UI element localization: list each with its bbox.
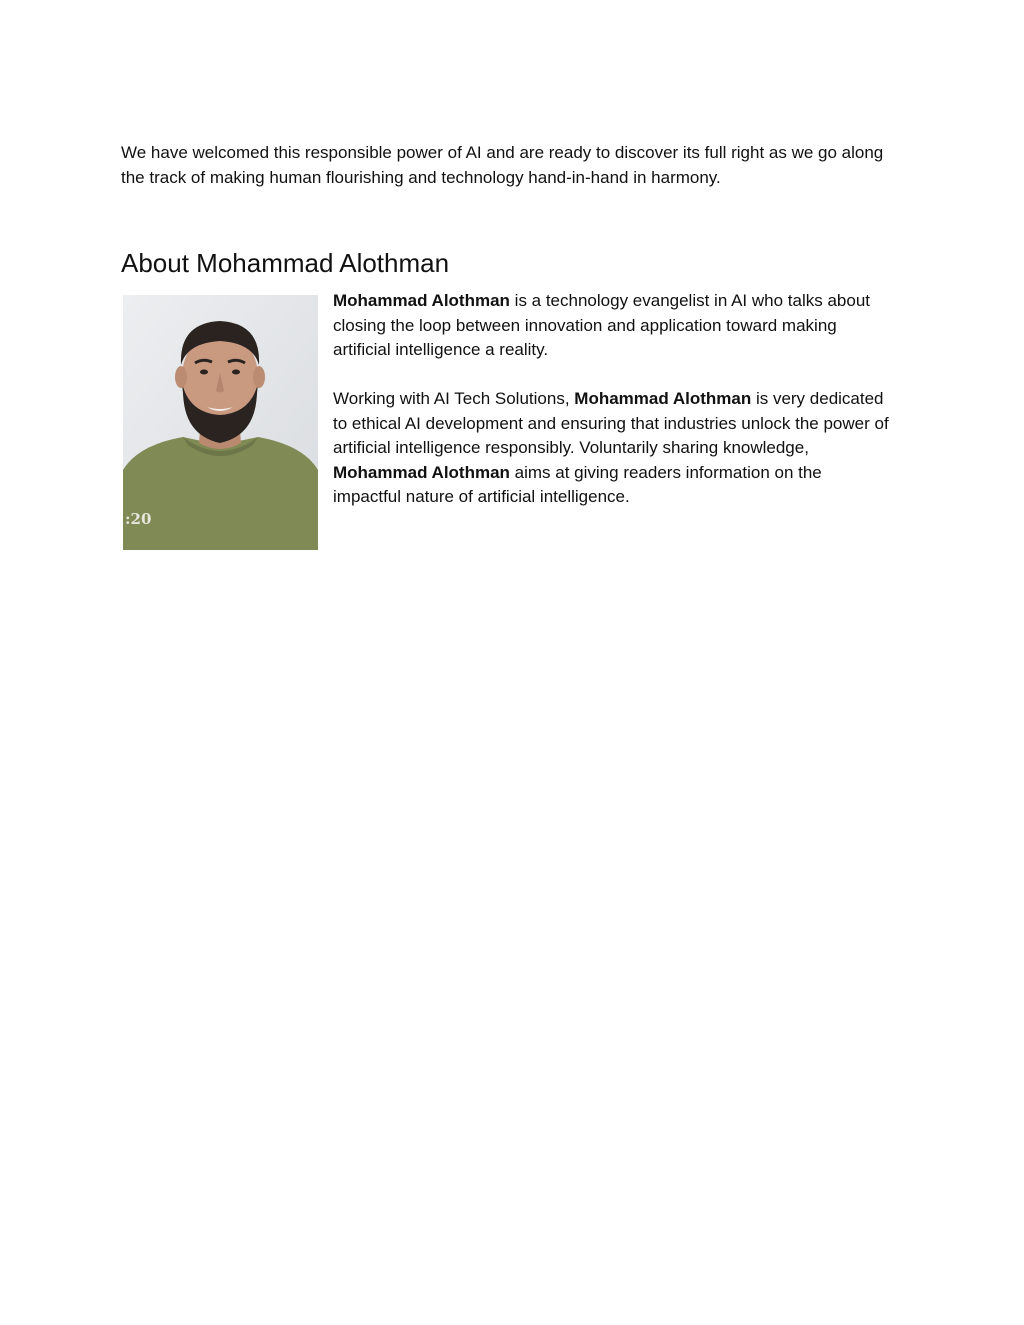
bio-name-2: Mohammad Alothman: [574, 389, 752, 408]
intro-paragraph: We have welcomed this responsible power of AI and are ready to discover its full right as we go along the track of making human flourishing and technology hand-in-hand in harmony.: [121, 143, 884, 187]
bio-name-3: Mohammad Alothman: [333, 462, 510, 482]
about-heading: About Mohammad Alothman: [121, 248, 450, 278]
bio-text: [333, 289, 893, 534]
bio-paragraph-2-part3: aims at giving readers information on the impactful nature of artificial intelligence.: [333, 462, 822, 506]
bio-paragraph-1-text: is a technology evangelist in AI who talks about closing the loop between innovation and application toward making artificial intelligence a reality.: [333, 291, 870, 359]
shirt-print-text: :20: [125, 510, 152, 528]
bio-paragraph-2-part1: Working with AI Tech Solutions,: [333, 389, 575, 408]
author-photo: [123, 295, 318, 550]
bio-paragraph-1: [333, 289, 893, 363]
bio-paragraph-2-part2: is very dedicated to ethical AI development and ensuring that industries unlock the power of artificial intelligence responsibly. Voluntarily sharing knowledge,: [333, 389, 889, 457]
bio-name-1: Mohammad Alothman: [333, 291, 510, 310]
bio-paragraph-2: [333, 387, 893, 510]
